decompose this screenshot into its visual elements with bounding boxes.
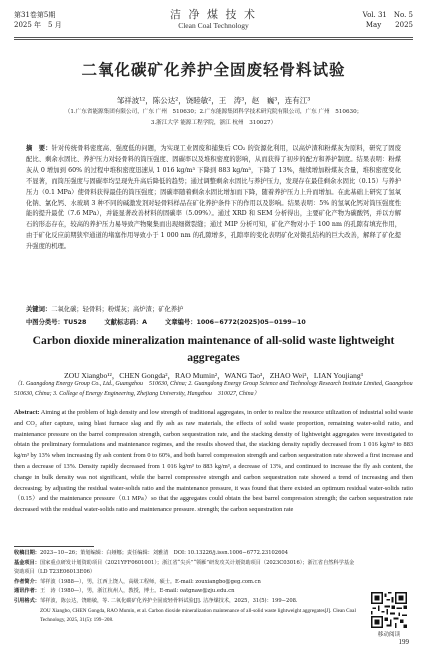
classification-cn — [26, 317, 401, 328]
abstract-en — [14, 408, 413, 516]
footnote-text: 邹祥波（1988—），男，江西上饶人，高级工程师，硕士。E-mail: zouxiangbo@geg.com.cn — [39, 578, 261, 585]
header-rule-top — [14, 37, 413, 38]
header-center — [14, 8, 413, 31]
abstract-en-text: Aiming at the problem of high density and low strength of traditional aggregates, in order to realize the resource utilization of industrial solid waste and CO₂ after capture, using blast furnace slag and fly ash as raw materials, the effects of solid waste proportion, remaining water-solid ratio, and maintenance pressure on the barrel compression strength, carbon sequestration rate, and the stacking density of lightweight aggregates were investigated to obtain the preliminary formulations and maintenance regimes, and the results showed that, the stacking density rapidly decreased from 1 016 kg/m³ to 883 kg/m³ by 13% when increasing fly ash content from 0 to 60%, and both barrel compression strength and carbon sequestration rate showed a first increase and then a decrease of 13%. Density rapidly decreased from 1 016 kg/m³ to 883 kg/m³, a decrease of 13%, and continued to increase the fly ash content, the change in bulk density was not significant, while the barrel compressive strength and carbon sequestration rate showed a trend of increasing and then decreasing; by adjusting the residual water-solids ratio and the maintenance pressure, it was found that there existed an optimum residual water-solids ratio（0.15）and the maintenance pressure（0.1 MPa）so that the aggregates could obtain the best barrel compression strength; the carbon sequestration rate decreased with the residual water-solids ratio and maintenance pressure. strength; the carbon sequestration rate — [14, 409, 413, 514]
footnote-label: 基金项目： — [14, 559, 40, 566]
journal-name-en: Clean Coal Technology — [178, 21, 249, 30]
footnote-citation-en — [14, 607, 357, 626]
footnote-citation-cn — [14, 597, 357, 607]
footnote-text: 国家重点研发计划资助项目（2021YFF0601001）；浙江省“尖兵”“领雁”研发攻关计划资助项目（2023C03016）；浙江省自然科学基金资助项目（LD T23E06013E06） — [14, 559, 355, 576]
footnote-label: 作者简介： — [14, 578, 40, 585]
header-rule-bottom — [14, 39, 413, 40]
clc-number: 中图分类号：TU528 — [26, 319, 87, 326]
article-number: 文章编号：1006−6772(2025)05−0199−10 — [165, 319, 306, 326]
footnote-divider — [14, 546, 94, 547]
abstract-en-label: Abstract: — [14, 409, 40, 416]
date-en: May 2025 — [365, 21, 413, 29]
abstract-cn-label: 摘 要： — [26, 145, 52, 152]
abstract-cn — [26, 144, 401, 253]
volume-en: Vol. 31 No. 5 — [362, 11, 413, 19]
footnote-text: 邹祥波，陈公达，饶睦敏，等. 二氧化碳矿化养护全固废轻骨料试验[J]. 洁净煤技术，2025，31(5)：199−208. — [39, 597, 298, 604]
footnote-text: 王 涛（1980—），男，浙江杭州人，教授，博士。E-mail: oatgnaw@zju.edu.cn — [39, 588, 235, 595]
footnotes — [14, 549, 357, 626]
authors-en: ZOU Xiangbo¹²，CHEN Gongda²，RAO Mumin²，WANG Tao³，ZHAO Wei³，LIAN Youjiang³ — [64, 371, 363, 380]
footnote-label: 收稿日期： — [14, 550, 40, 556]
keywords-cn — [26, 304, 401, 315]
abstract-cn-text: 针对传统骨料密度高、强度低的问题，为实现工业固废和捕集后 CO₂ 的资源化利用，以高炉渣和粉煤灰为原料，研究了固废配比、剩余水固比、养护压力对轻骨料的筒压强度、固碳率以及堆积密度的影响，从而获得了初步的配方和养护制度。结果表明：粉煤灰从 0 增加到 60% 的过程中堆积密度迅速从 1 016 kg/m³ 下降到 883 kg/m³，下降了 13%，继续增加粉煤灰含量，堆积密度变化不显著，而筒压强度与固碳率均呈现先升高后降低的趋势；通过调整剩余水固比与养护压力，发现存在最佳剩余水固比（0.15）与养护压力（0.1 MPa）使骨料获得最佳的筒压强度；固碳率随着剩余水固比增加而下降，随着养护压力上升而增加。在此基础上研究了氢氧化钠、氯化钙、水玻璃 3 种不同的碱激发剂对轻骨料样品在矿化养护条件下的作用以及影响。结果表明：5% 的氢氧化钙对筒压强度性能的提升最优（7.6 MPa），并能显著改善材料的固碳率（5.09%）。通过 XRD 和 SEM 分析得出，主要矿化产物为碳酸钙，并以方解石的形态存在，较高的养护压力易导致产物聚集而出现细微裂缝；通过 MIP 分析可知，矿化产物对小于 100 nm 的孔隙有填充作用，由于矿化反应前期狭窄通道的堵塞作用导致小于 1 000 nm 的孔隙增多，孔隙率的变化表明矿化对微孔结构的巨大改善，解释了矿化提升强度的机理。 — [26, 145, 402, 251]
page-title-cn: 二氧化碳矿化养护全固废轻骨料试验 — [81, 61, 346, 79]
footnote-text: 2023−10−26；策划编辑：白娅娜；责任编辑：刘雅清 DOI: 10.13226/j.issn.1006−6772.23102604 — [39, 550, 289, 556]
keywords-cn-text: 二氧化碳；轻骨料；粉煤灰；高炉渣；矿化养护 — [51, 306, 184, 313]
footnote-author-bio — [14, 578, 357, 588]
footnote-received — [14, 549, 357, 559]
page-number: 199 — [398, 638, 409, 646]
footnote-text: ZOU Xiangbo, CHEN Gongda, RAO Mumin, et al. Carbon dioxide mineralization maintenance of all-solid waste lightweight aggregates[J]. Clean Coal Technology, 2025, 31(5): 199−208. — [40, 607, 356, 624]
affiliations-cn — [20, 107, 407, 129]
qr-label: 移动阅读 — [377, 632, 401, 638]
qr-code-icon[interactable] — [371, 592, 407, 628]
journal-name-cn: 洁 净 煤 技 术 — [170, 8, 257, 21]
footnote-corresponding-author — [14, 587, 357, 597]
affiliation-cn-line: （1.广东省能源集团有限公司，广东 广州 510630；2.广东能源集团科学技术研究院有限公司，广东 广州 510630； — [64, 109, 363, 115]
document-code: 文献标志码：A — [104, 319, 148, 326]
footnote-label: 通讯作者： — [14, 588, 40, 595]
date-cn: 2025 年 5 月 — [14, 21, 62, 29]
journal-header — [14, 6, 413, 36]
page-title-en: Carbon dioxide mineralization maintenance of all-solid waste lightweight aggregates — [32, 334, 395, 364]
authors-cn: 邹祥波¹²，陈公达²，饶睦敏²，王 涛³，赵 巍³，连有江³ — [116, 96, 311, 105]
keywords-cn-label: 关键词： — [26, 306, 52, 313]
footnote-label: 引用格式： — [14, 597, 40, 604]
header-right — [363, 10, 413, 30]
affiliations-en: （1. Guangdong Energy Group Co., Ltd., Guangzhou 510630, China; 2. Guangdong Energy Group Science and Technology Research Institute Limited, Guangzhou 510630, China; 3. College of Energy Engineering, Zhejiang University, Hangzhou 310027, China） — [14, 381, 419, 397]
footnote-funding — [14, 559, 357, 578]
volume-cn: 第31卷第5期 — [14, 11, 56, 19]
affiliation-cn-line: 3.浙江大学 能源工程学院，浙江 杭州 310027） — [150, 120, 277, 126]
